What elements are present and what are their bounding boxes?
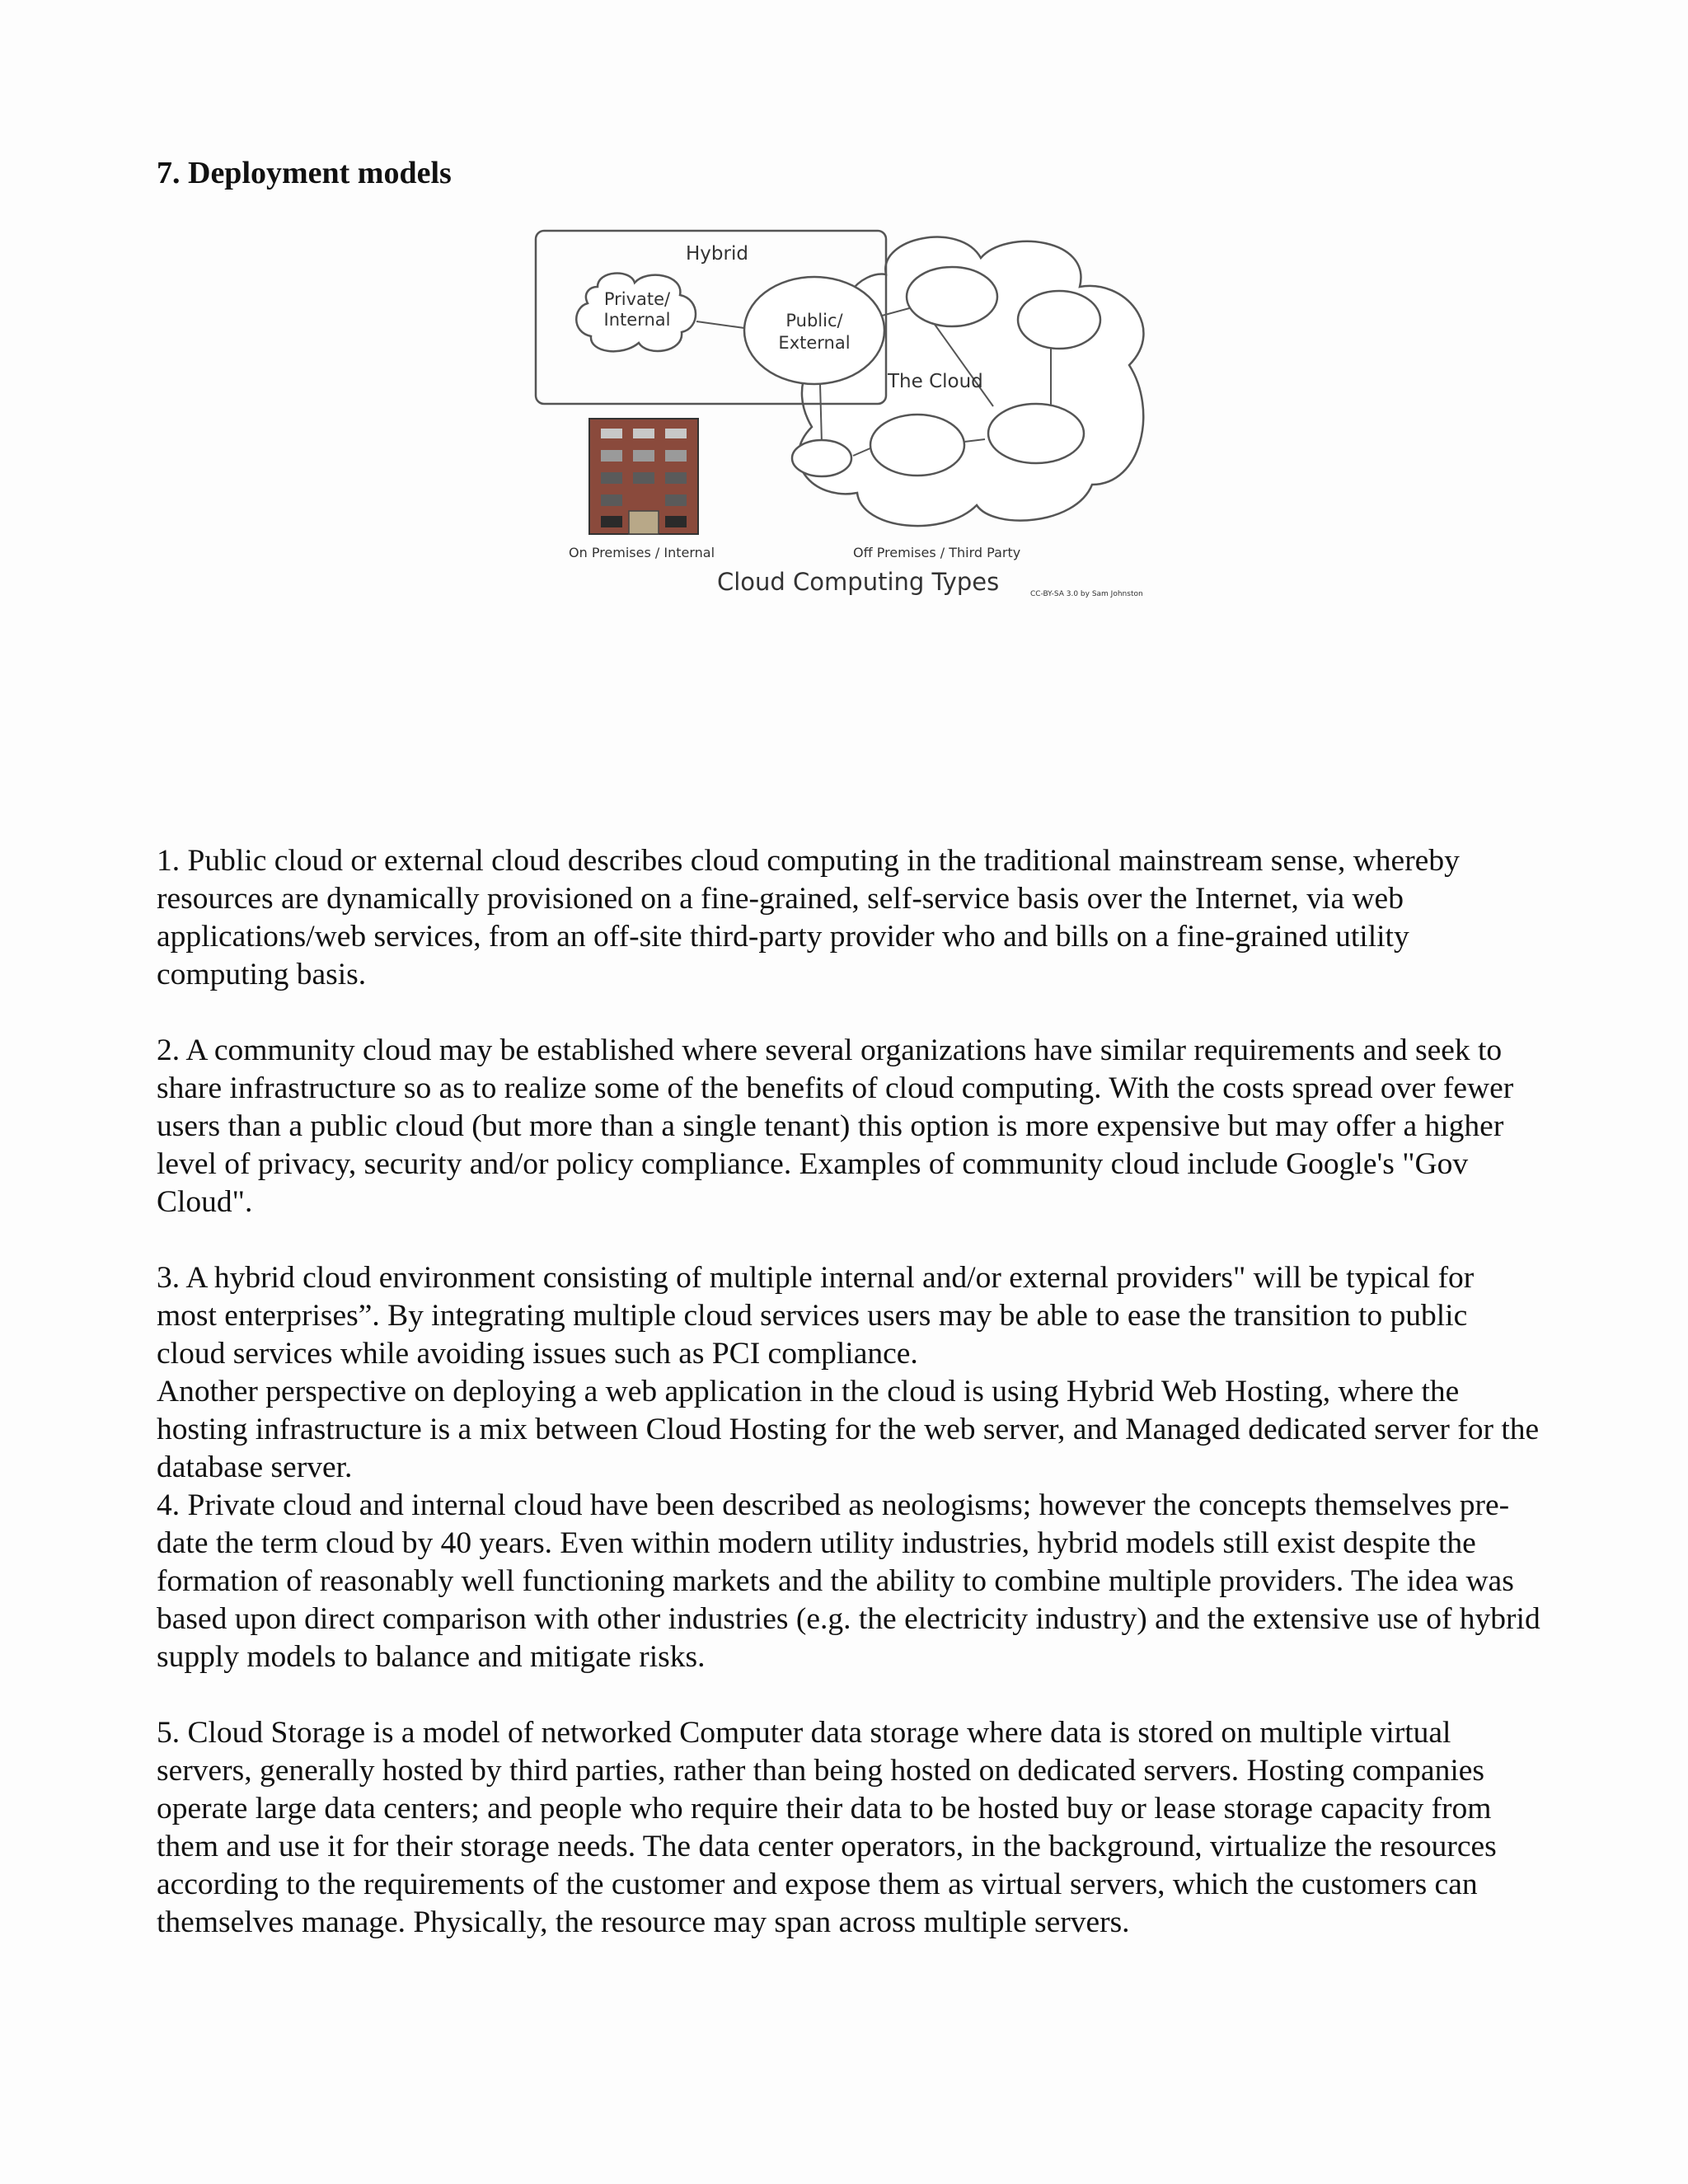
paragraph-spacer: [157, 1676, 1541, 1714]
cloud-types-diagram: [532, 221, 1175, 616]
on-premises-label: On Premises / Internal: [569, 545, 715, 560]
hybrid-label: Hybrid: [686, 243, 748, 265]
document-body: [157, 842, 1541, 1942]
the-cloud-label: The Cloud: [888, 371, 983, 392]
public-label-line1: Public/: [785, 311, 843, 330]
building-icon: [589, 419, 698, 534]
cloud-node: [907, 267, 997, 326]
paragraph-hybrid-cloud: 3. A hybrid cloud environment consisting of multiple internal and/or external providers" will be typical for most enterprises”. By integrating multiple cloud services users may be able to ease the transition to public cloud services while avoiding issues such as PCI compliance.: [157, 1261, 1475, 1371]
cloud-node: [1018, 291, 1100, 349]
paragraph-hybrid-hosting: Another perspective on deploying a web application in the cloud is using Hybrid Web Hosting, where the hosting infrastructure is a mix between Cloud Hosting for the web server, and Managed dedicated server for the database server.: [157, 1375, 1540, 1484]
public-node: [744, 277, 884, 384]
cloud-node: [792, 440, 851, 476]
figure-credit: CC-BY-SA 3.0 by Sam Johnston: [1030, 590, 1143, 598]
cloud-node: [870, 415, 964, 476]
paragraph-spacer: [157, 1221, 1541, 1259]
paragraph-spacer: [157, 994, 1541, 1032]
cloud-node: [988, 404, 1084, 463]
public-label-line2: External: [778, 333, 851, 353]
section-heading: 7. Deployment models: [157, 156, 452, 190]
paragraph-community-cloud: 2. A community cloud may be established where several organizations have similar requirements and seek to share infrastructure so as to realize some of the benefits of cloud computing. With the costs spread over fewer users than a public cloud (but more than a single tenant) this option is more expensive but may offer a higher level of privacy, security and/or policy compliance. Examples of community cloud include Google's "Gov Cloud".: [157, 1033, 1514, 1219]
paragraph-cloud-storage: 5. Cloud Storage is a model of networked Computer data storage where data is stored on multiple virtual servers, generally hosted by third parties, rather than being hosted on dedicated servers. Hosting companies operate large data centers; and people who require their data to be hosted buy or lease storage capacity from them and use it for their storage needs. The data center operators, in the background, virtualize the resources according to the requirements of the customer and expose them as virtual servers, which the customers can themselves manage. Physically, the resource may span across multiple servers.: [157, 1716, 1497, 1939]
paragraph-public-cloud: 1. Public cloud or external cloud describes cloud computing in the traditional mainstream sense, whereby resources are dynamically provisioned on a fine-grained, self-service basis over the Internet, via web applications/web services, from an off-site third-party provider who and bills on a fine-grained utility computing basis.: [157, 844, 1460, 991]
paragraph-private-cloud: 4. Private cloud and internal cloud have been described as neologisms; however the concepts themselves pre-date the term cloud by 40 years. Even within modern utility industries, hybrid models still exist despite the formation of reasonably well functioning markets and the ability to combine multiple providers. The idea was based upon direct comparison with other industries (e.g. the electricity industry) and the extensive use of hybrid supply models to balance and mitigate risks.: [157, 1488, 1540, 1674]
private-label-line2: Internal: [603, 310, 671, 330]
private-label-line1: Private/: [603, 289, 671, 309]
figure-caption: Cloud Computing Types: [717, 568, 1000, 596]
cloud-computing-types-figure: [532, 221, 1175, 616]
off-premises-label: Off Premises / Third Party: [853, 545, 1021, 560]
